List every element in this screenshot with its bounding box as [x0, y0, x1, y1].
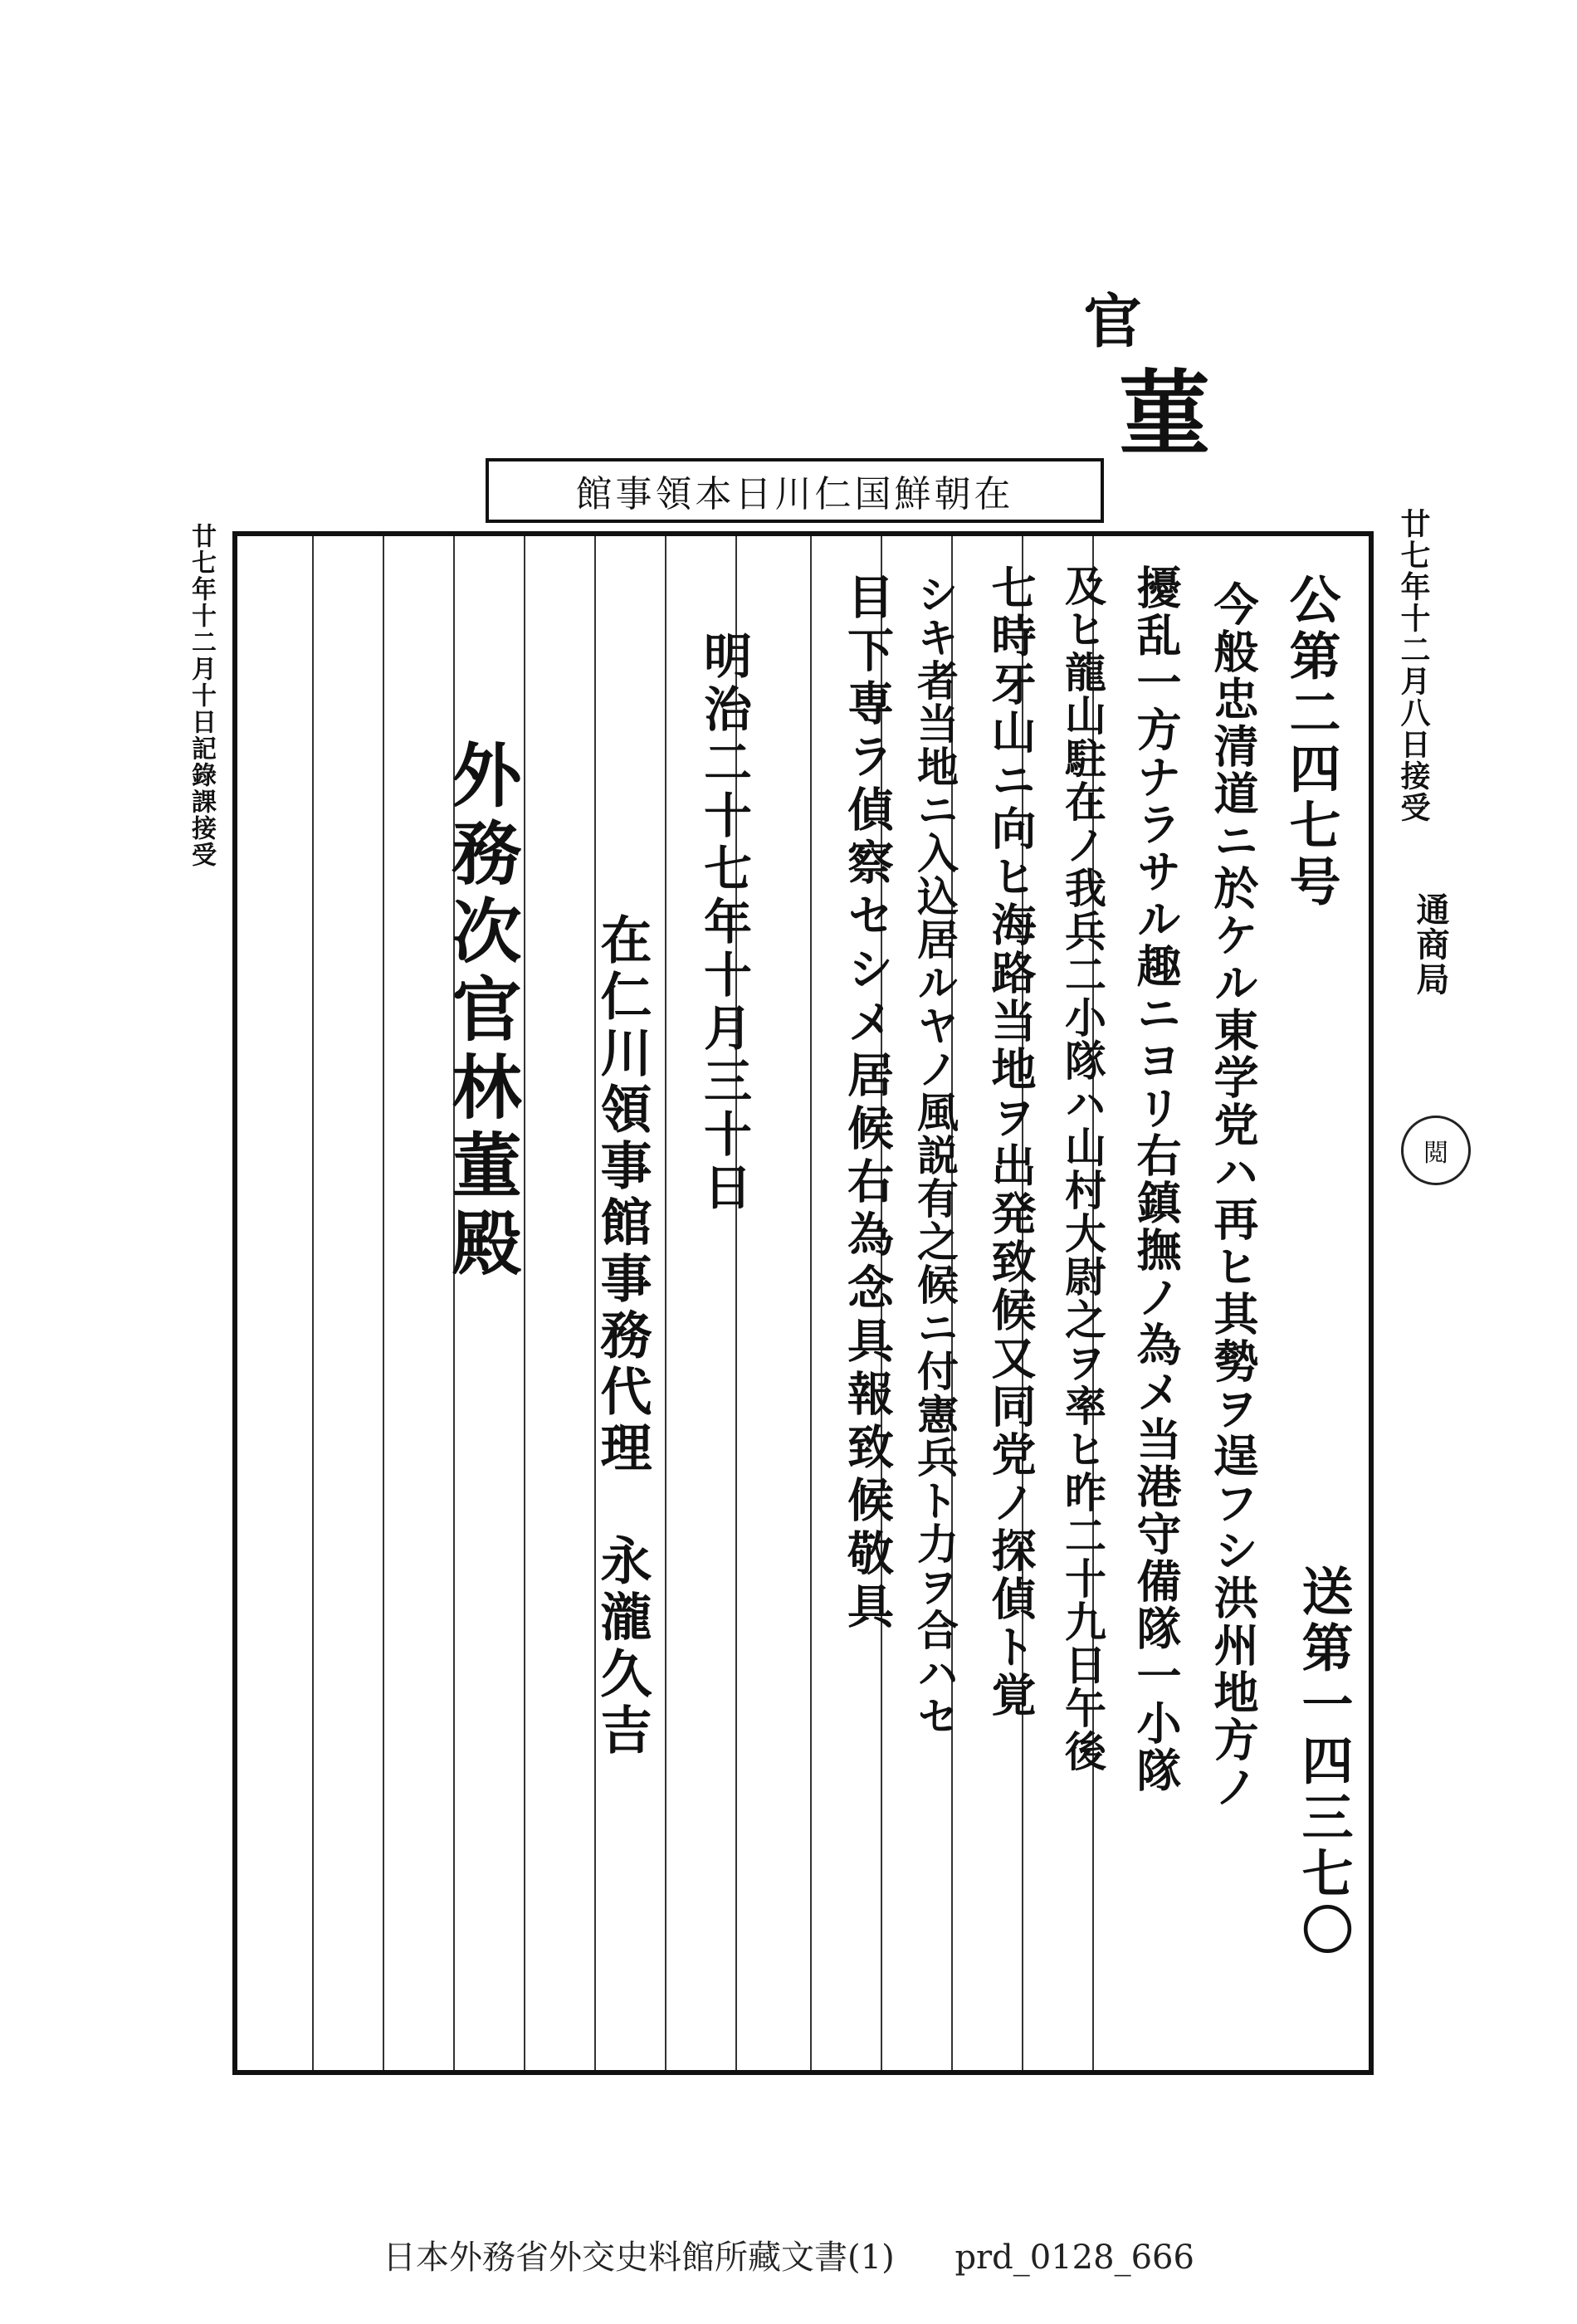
- review-stamp: 閲: [1401, 1116, 1471, 1185]
- column-rule: [383, 536, 384, 2070]
- addressee: 外務次官林董殿: [441, 739, 523, 1285]
- signature-seal-mark: 菫: [1104, 365, 1211, 461]
- letterhead-title: 在朝鮮国仁川日本領事館: [575, 473, 1014, 515]
- column-rule: [665, 536, 666, 2070]
- archive-source: 日本外務省外交史料館所藏文書(1): [383, 2239, 895, 2277]
- receipt-note-left: 廿七年十二月十日記錄課接受: [187, 523, 216, 868]
- body-line: 擾乱一方ナラサル趣ニヨリ右鎮撫ノ為メ当港守備隊一小隊: [1130, 564, 1183, 1794]
- body-line: 及ヒ龍山駐在ノ我兵二小隊ハ山村大尉之ヲ率ヒ昨二十九日午後: [1058, 564, 1107, 1773]
- body-line: シキ者当地ニ入込居ルヤノ風説有之候ニ付憲兵ト力ヲ合ハセ: [911, 573, 959, 1738]
- body-line: 目下専ラ偵察セシメ居候右為念具報致候敬具: [840, 573, 895, 1635]
- receipt-note-right: 廿七年十二月八日接受: [1396, 508, 1431, 823]
- archive-footer: [0, 2231, 1577, 2278]
- receipt-dept: 通商局: [1411, 892, 1450, 997]
- sender-signature: 在仁川領事館事務代理 永瀧久吉: [592, 913, 652, 1760]
- document-date: 明治二十七年十月三十日: [696, 631, 752, 1215]
- official-mark: 官: [1074, 290, 1143, 354]
- column-rule: [312, 536, 314, 2070]
- letterhead-box: [486, 458, 1104, 523]
- receipt-number: 送第一四三七〇: [1293, 1565, 1354, 1960]
- body-line: 今般忠清道ニ於ケル東学党ハ再ヒ其勢ヲ逞フシ洪州地方ノ: [1207, 581, 1260, 1811]
- column-rule: [810, 536, 812, 2070]
- body-line: 七時牙山ニ向ヒ海路当地ヲ出発致候又同党ノ探偵ト覚: [984, 564, 1038, 1720]
- document-id: prd_0128_666: [954, 2239, 1194, 2277]
- document-number: 公第二四七号: [1281, 573, 1341, 911]
